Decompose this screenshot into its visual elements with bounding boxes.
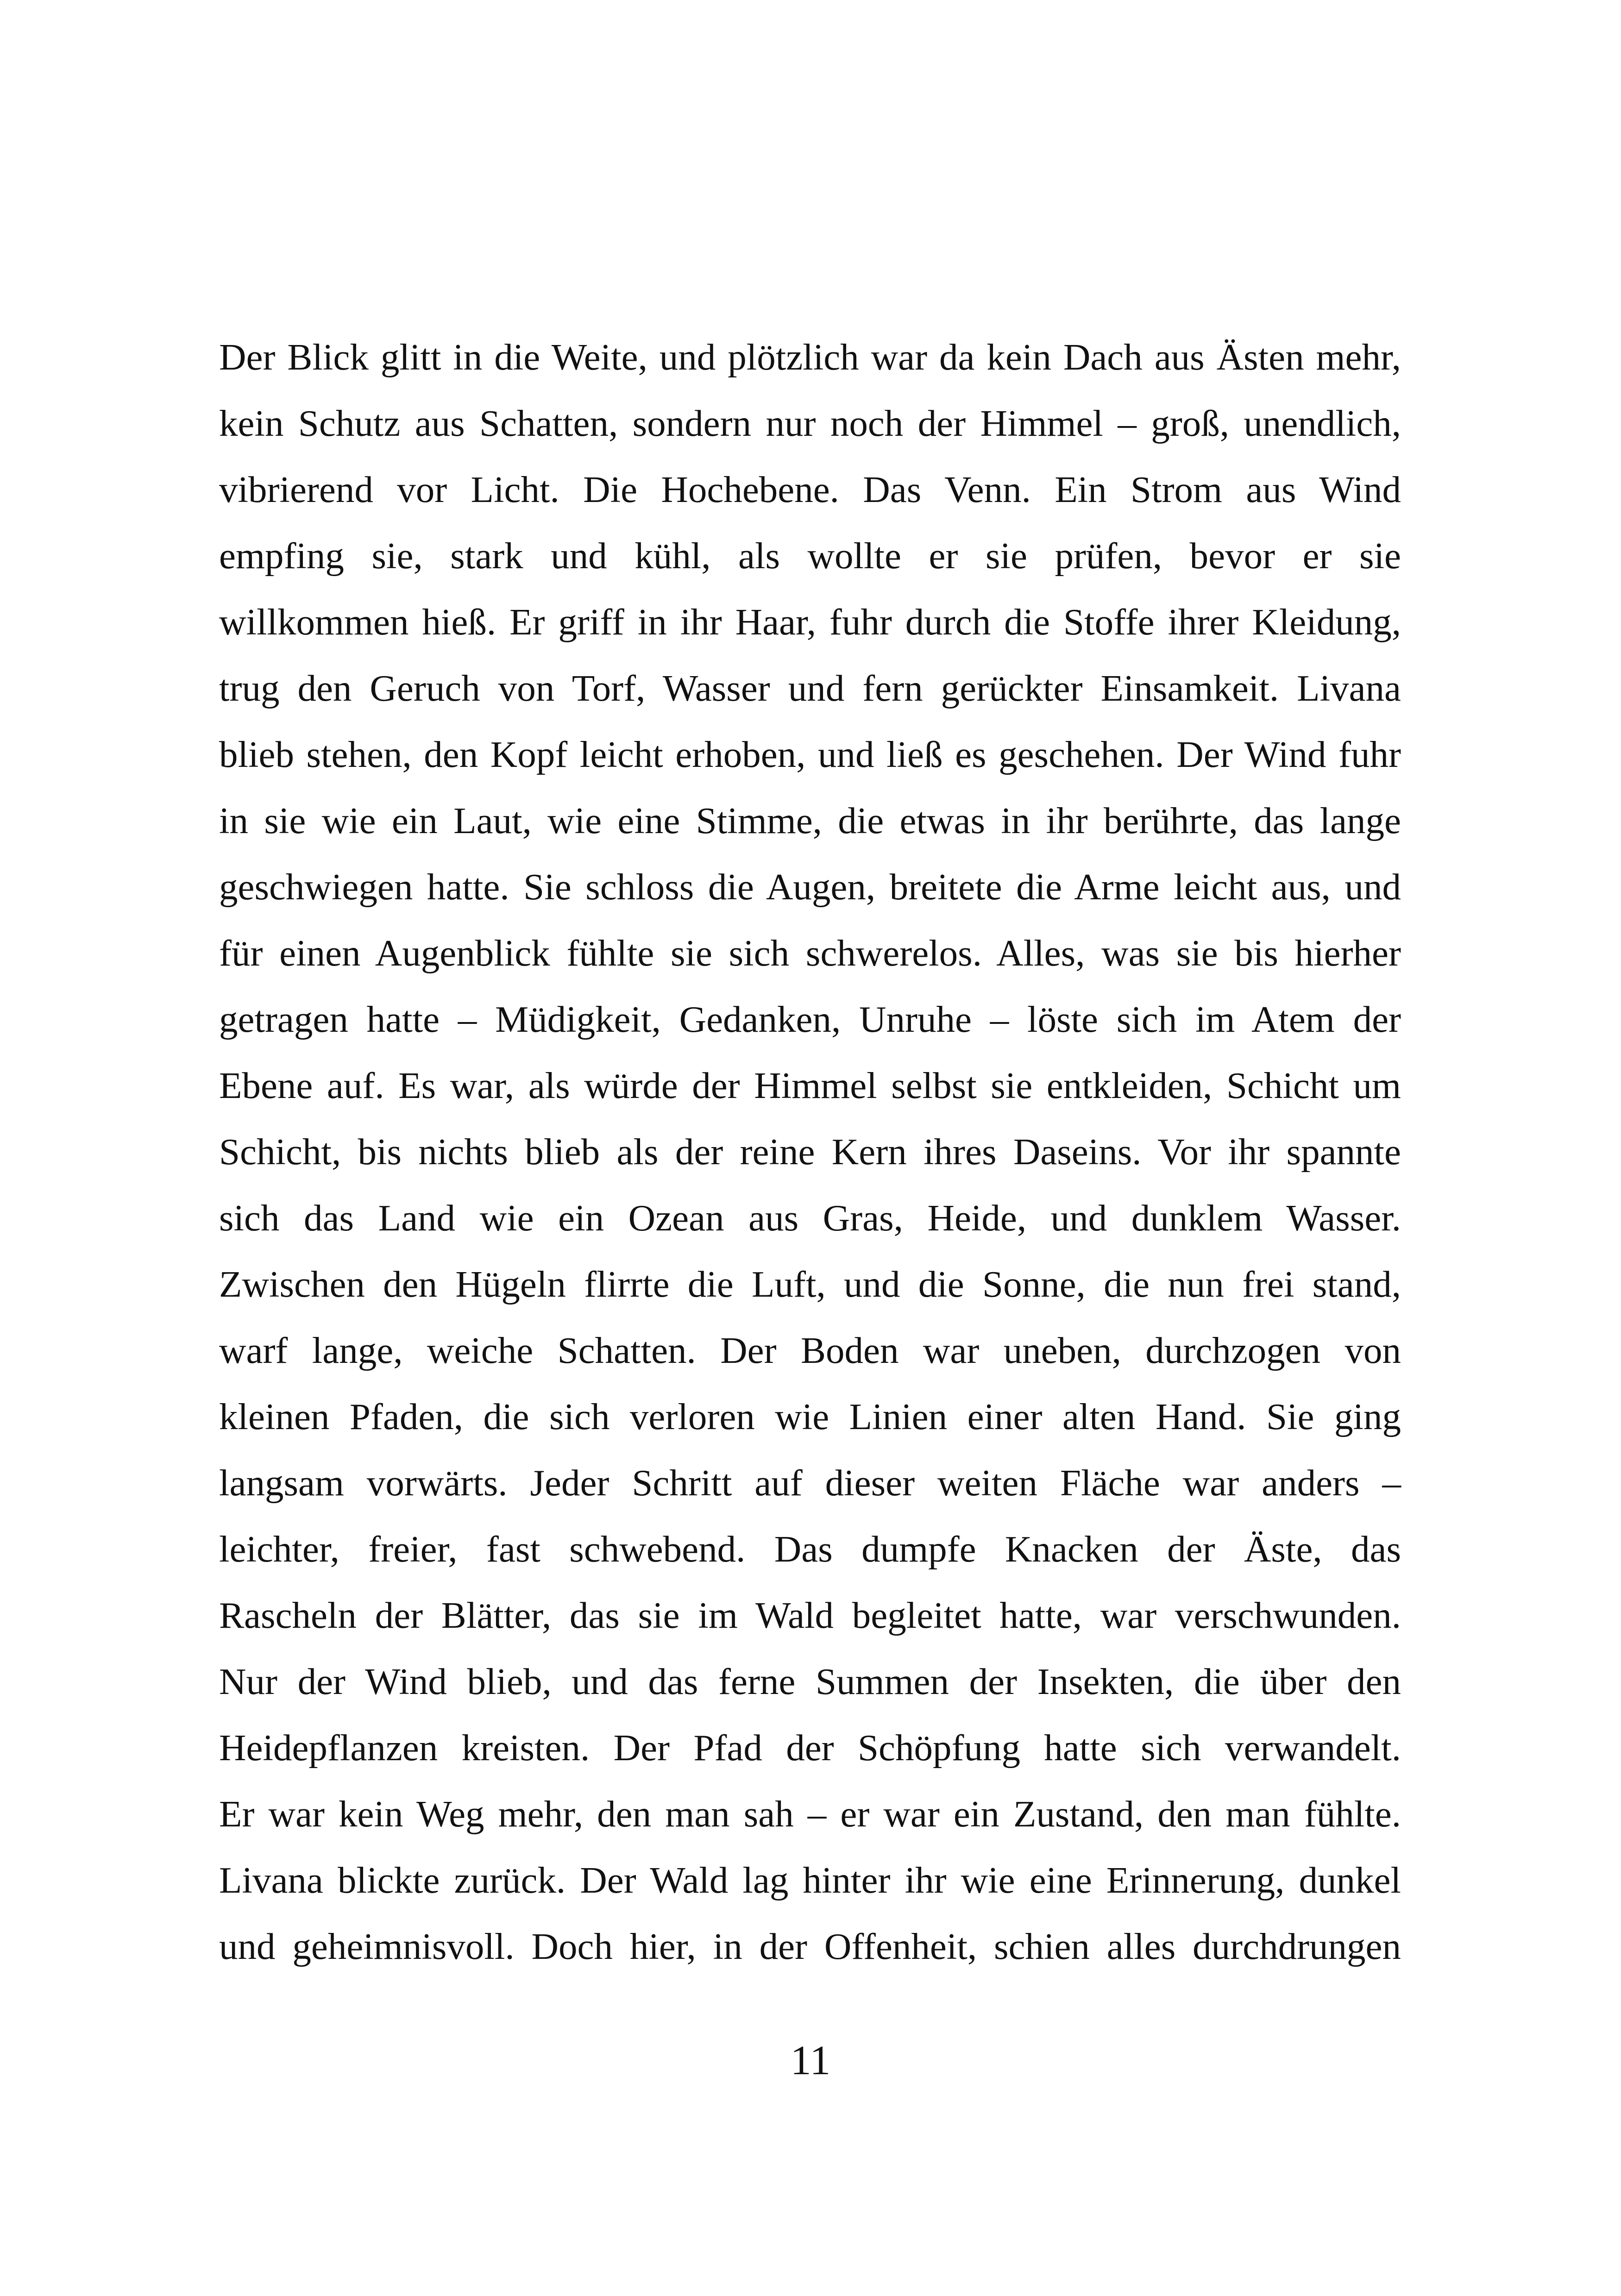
text-line: leichter, freier, fast schwebend. Das dumpfe Knacken der Äste, das: [219, 1528, 1401, 1570]
text-line: Livana blickte zurück. Der Wald lag hinter ihr wie eine Erinnerung, dunkel: [219, 1859, 1401, 1901]
text-line: vibrierend vor Licht. Die Hochebene. Das Venn. Ein Strom aus Wind: [219, 469, 1401, 510]
text-line: geschwiegen hatte. Sie schloss die Augen, breitete die Arme leicht aus, und: [219, 866, 1401, 908]
text-line: kleinen Pfaden, die sich verloren wie Linien einer alten Hand. Sie ging: [219, 1396, 1401, 1437]
text-line: Der Blick glitt in die Weite, und plötzlich war da kein Dach aus Ästen mehr,: [219, 336, 1401, 378]
text-line: Nur der Wind blieb, und das ferne Summen der Insekten, die über den: [219, 1661, 1401, 1702]
text-line: willkommen hieß. Er griff in ihr Haar, fuhr durch die Stoffe ihrer Kleidung,: [219, 601, 1401, 643]
text-line: Schicht, bis nichts blieb als der reine Kern ihres Daseins. Vor ihr spannte: [219, 1131, 1401, 1173]
text-line: Heidepflanzen kreisten. Der Pfad der Schöpfung hatte sich verwandelt.: [219, 1727, 1401, 1769]
page-number: 11: [790, 2038, 831, 2083]
text-line: empfing sie, stark und kühl, als wollte er sie prüfen, bevor er sie: [219, 535, 1401, 577]
text-line: kein Schutz aus Schatten, sondern nur noch der Himmel – groß, unendlich,: [219, 402, 1401, 444]
text-line: blieb stehen, den Kopf leicht erhoben, und ließ es geschehen. Der Wind fuhr: [219, 734, 1401, 775]
text-line: trug den Geruch von Torf, Wasser und fern gerückter Einsamkeit. Livana: [219, 667, 1401, 709]
text-line: sich das Land wie ein Ozean aus Gras, Heide, und dunklem Wasser.: [219, 1197, 1401, 1239]
text-line: Rascheln der Blätter, das sie im Wald begleitet hatte, war verschwunden.: [219, 1594, 1401, 1636]
text-line: warf lange, weiche Schatten. Der Boden war uneben, durchzogen von: [219, 1330, 1401, 1371]
text-line: Ebene auf. Es war, als würde der Himmel selbst sie entkleiden, Schicht um: [219, 1065, 1401, 1106]
text-line: Er war kein Weg mehr, den man sah – er war ein Zustand, den man fühlte.: [219, 1793, 1401, 1835]
text-line: Zwischen den Hügeln flirrte die Luft, und die Sonne, die nun frei stand,: [219, 1263, 1401, 1305]
text-line: in sie wie ein Laut, wie eine Stimme, die etwas in ihr berührte, das lange: [219, 800, 1401, 841]
body-text: [219, 324, 1401, 1980]
text-line: getragen hatte – Müdigkeit, Gedanken, Unruhe – löste sich im Atem der: [219, 998, 1401, 1040]
text-line: langsam vorwärts. Jeder Schritt auf dieser weiten Fläche war anders –: [219, 1462, 1401, 1504]
text-line: für einen Augenblick fühlte sie sich schwerelos. Alles, was sie bis hierher: [219, 932, 1401, 974]
text-line: und geheimnisvoll. Doch hier, in der Offenheit, schien alles durchdrungen: [219, 1926, 1401, 1967]
